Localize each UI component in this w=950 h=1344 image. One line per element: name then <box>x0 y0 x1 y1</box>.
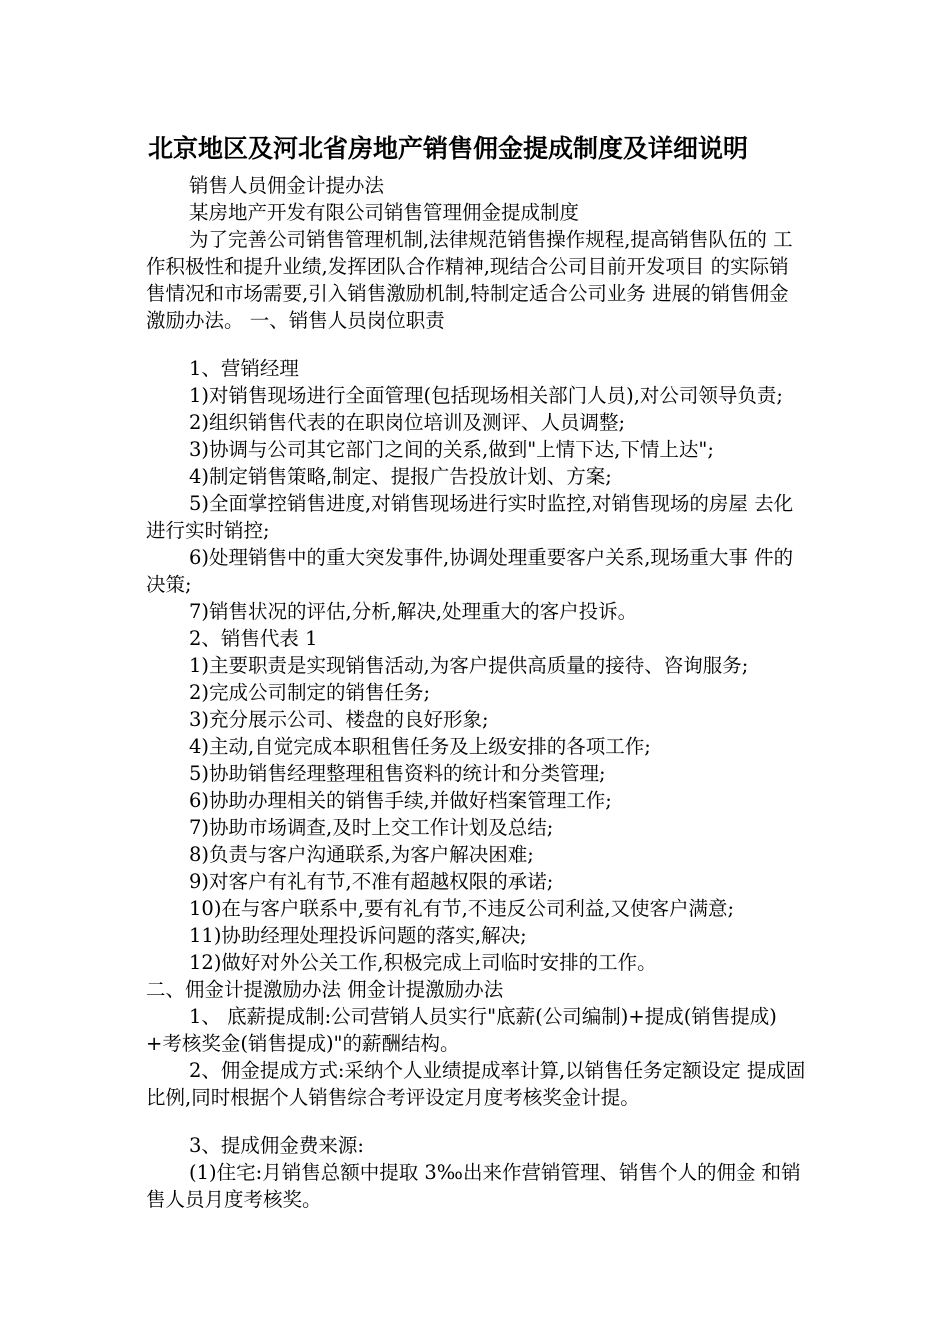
document-body <box>146 172 808 1213</box>
duty-item: 6)协助办理相关的销售手续,并做好档案管理工作; <box>189 789 612 812</box>
paragraph-heading-method: 销售人员佣金计提办法 <box>189 174 385 197</box>
duty-item: 11)协助经理处理投诉问题的落实,解决; <box>189 924 527 947</box>
document-title: 北京地区及河北省房地产销售佣金提成制度及详细说明 <box>148 134 749 163</box>
section-commission-method: 二、佣金计提激励办法 佣金计提激励办法 <box>146 978 504 1001</box>
commission-item: (1)住宅:月销售总额中提取 3‰出来作营销管理、销售个人的佣金 和销售人员月度考核奖。 <box>146 1161 801 1211</box>
section-marketing-manager: 1、营销经理 <box>189 357 299 380</box>
commission-item: 3、提成佣金费来源: <box>189 1134 364 1157</box>
duty-item: 5)协助销售经理整理租售资料的统计和分类管理; <box>189 762 606 785</box>
paragraph-intro: 为了完善公司销售管理机制,法律规范销售操作规程,提高销售队伍的 工作积极性和提升业绩,发挥团队合作精神,现结合公司目前开发项目 的实际销售情况和市场需要,引入销售激励机制,特制定适合公司业务 进展的销售佣金激励办法。 一、销售人员岗位职责 <box>146 228 793 332</box>
duty-item: 2)完成公司制定的销售任务; <box>189 681 431 704</box>
duty-item: 6)处理销售中的重大突发事件,协调处理重要客户关系,现场重大事 件的决策; <box>146 546 794 596</box>
duty-item: 9)对客户有礼有节,不准有超越权限的承诺; <box>189 870 554 893</box>
section-sales-rep: 2、销售代表 1 <box>189 627 318 650</box>
duty-item: 5)全面掌控销售进度,对销售现场进行实时监控,对销售现场的房屋 去化进行实时销控; <box>146 492 794 542</box>
duty-item: 4)制定销售策略,制定、提报广告投放计划、方案; <box>189 465 612 488</box>
commission-item: 1、 底薪提成制:公司营销人员实行"底薪(公司编制)+提成(销售提成) +考核奖金(销售提成)"的薪酬结构。 <box>146 1005 777 1055</box>
duty-item: 4)主动,自觉完成本职租售任务及上级安排的各项工作; <box>189 735 651 758</box>
duty-item: 2)组织销售代表的在职岗位培训及测评、人员调整; <box>189 411 626 434</box>
duty-item: 1)对销售现场进行全面管理(包括现场相关部门人员),对公司领导负责; <box>189 384 783 407</box>
duty-item: 10)在与客户联系中,要有礼有节,不违反公司利益,又使客户满意; <box>189 897 735 920</box>
duty-item: 7)协助市场调查,及时上交工作计划及总结; <box>189 816 554 839</box>
commission-item: 2、佣金提成方式:采纳个人业绩提成率计算,以销售任务定额设定 提成固比例,同时根据个人销售综合考评设定月度考核奖金计提。 <box>146 1059 806 1109</box>
duty-item: 3)充分展示公司、楼盘的良好形象; <box>189 708 489 731</box>
paragraph-gap <box>146 1111 808 1132</box>
duty-item: 12)做好对外公关工作,积极完成上司临时安排的工作。 <box>189 951 657 974</box>
duty-item: 3)协调与公司其它部门之间的关系,做到"上情下达,下情上达"; <box>189 438 714 461</box>
duty-item: 8)负责与客户沟通联系,为客户解决困难; <box>189 843 534 866</box>
paragraph-heading-company: 某房地产开发有限公司销售管理佣金提成制度 <box>189 201 580 224</box>
duty-item: 1)主要职责是实现销售活动,为客户提供高质量的接待、咨询服务; <box>189 654 749 677</box>
paragraph-gap <box>146 334 808 355</box>
duty-item: 7)销售状况的评估,分析,解决,处理重大的客户投诉。 <box>189 600 638 623</box>
